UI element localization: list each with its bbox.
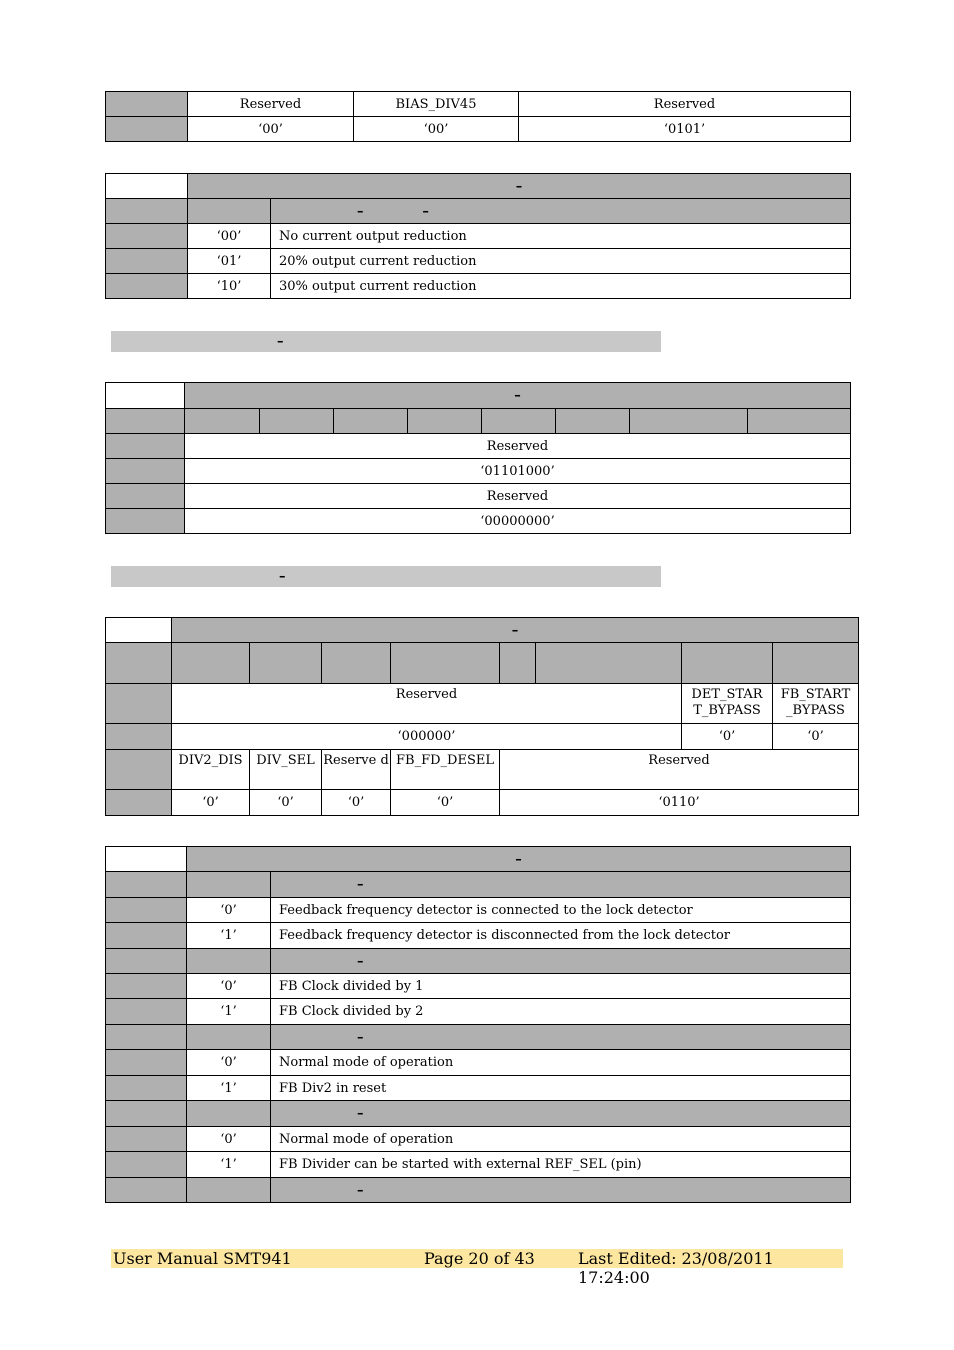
row-label-cell bbox=[106, 1101, 187, 1127]
default-value: ‘0’ bbox=[250, 790, 322, 816]
row-label-cell bbox=[106, 484, 185, 509]
group-value-cell bbox=[187, 1101, 271, 1127]
field-reserved: Reserved bbox=[500, 750, 859, 790]
field-det-start-bypass: DET_STAR T_BYPASS bbox=[682, 684, 773, 724]
bit-header bbox=[408, 409, 482, 434]
bit-header bbox=[748, 409, 851, 434]
option-desc: FB Clock divided by 2 bbox=[271, 999, 851, 1025]
row-label-cell bbox=[106, 92, 188, 117]
row-label-cell bbox=[106, 224, 188, 249]
row-label-cell bbox=[106, 1152, 187, 1178]
row-label-cell bbox=[106, 1178, 187, 1203]
bit-header bbox=[250, 643, 322, 684]
default-value: ‘0110’ bbox=[500, 790, 859, 816]
option-value: ‘0’ bbox=[187, 1050, 271, 1076]
corner-cell bbox=[106, 847, 187, 872]
register-table-d bbox=[105, 617, 859, 816]
section-mark: – bbox=[279, 569, 286, 584]
table-header: – bbox=[188, 174, 851, 199]
group-header: – bbox=[271, 872, 851, 898]
default-value: ‘00’ bbox=[354, 117, 519, 142]
footer-document-title: User Manual SMT941 bbox=[113, 1249, 292, 1268]
field-reserved-1: Reserved bbox=[188, 92, 354, 117]
bit-header bbox=[172, 643, 250, 684]
option-desc: 20% output current reduction bbox=[271, 249, 851, 274]
register-table-a bbox=[105, 91, 851, 142]
group-value-cell bbox=[187, 949, 271, 974]
row-label-cell bbox=[106, 684, 172, 724]
option-desc: 30% output current reduction bbox=[271, 274, 851, 299]
footer-last-edited: Last Edited: 23/08/2011 17:24:00 bbox=[578, 1249, 774, 1287]
default-value: ‘0’ bbox=[322, 790, 391, 816]
row-label-cell bbox=[106, 750, 172, 790]
default-value: ‘00’ bbox=[188, 117, 354, 142]
page-footer bbox=[111, 1249, 843, 1287]
row-label-cell bbox=[106, 949, 187, 974]
bit-header bbox=[500, 643, 536, 684]
field-fb-start-bypass: FB_START _BYPASS bbox=[773, 684, 859, 724]
group-value-cell bbox=[187, 1025, 271, 1050]
default-value: ‘0’ bbox=[773, 724, 859, 750]
option-value: ‘1’ bbox=[187, 1152, 271, 1178]
field-reserved: Reserved bbox=[172, 684, 682, 724]
bit-header bbox=[682, 643, 773, 684]
row-label-cell bbox=[106, 790, 172, 816]
section-heading-bar-2 bbox=[111, 566, 661, 587]
row-label-cell bbox=[106, 199, 188, 224]
corner-cell bbox=[106, 383, 185, 409]
table-header: – bbox=[172, 618, 859, 643]
row-label-cell bbox=[106, 1076, 187, 1101]
default-value: ‘000000’ bbox=[172, 724, 682, 750]
row-label-cell bbox=[106, 724, 172, 750]
register-table-b bbox=[105, 173, 851, 299]
option-value: ‘1’ bbox=[187, 1076, 271, 1101]
row-label-cell bbox=[106, 1025, 187, 1050]
option-value: ‘0’ bbox=[187, 974, 271, 999]
default-value: ‘0’ bbox=[391, 790, 500, 816]
group-header: – bbox=[271, 1178, 851, 1203]
group-header: – bbox=[271, 949, 851, 974]
corner-cell bbox=[106, 618, 172, 643]
bit-header bbox=[556, 409, 630, 434]
default-value: ‘0’ bbox=[172, 790, 250, 816]
default-value: ‘00000000’ bbox=[185, 509, 851, 534]
row-label-cell bbox=[106, 923, 187, 949]
field-reserved: Reserved bbox=[185, 484, 851, 509]
row-label-cell bbox=[106, 509, 185, 534]
option-desc: Normal mode of operation bbox=[271, 1127, 851, 1152]
option-desc: Feedback frequency detector is connected to the lock detector bbox=[271, 898, 851, 923]
option-desc: FB Divider can be started with external REF_SEL (pin) bbox=[271, 1152, 851, 1178]
option-desc: FB Div2 in reset bbox=[271, 1076, 851, 1101]
row-label-cell bbox=[106, 872, 187, 898]
row-label-cell bbox=[106, 459, 185, 484]
section-mark: – bbox=[277, 334, 284, 349]
row-label-cell bbox=[106, 898, 187, 923]
group-header: – bbox=[271, 1101, 851, 1127]
bit-header bbox=[773, 643, 859, 684]
field-reserved: Reserve d bbox=[322, 750, 391, 790]
bit-header bbox=[334, 409, 408, 434]
option-desc: Feedback frequency detector is disconnected from the lock detector bbox=[271, 923, 851, 949]
default-value: ‘0’ bbox=[682, 724, 773, 750]
row-label-cell bbox=[106, 1050, 187, 1076]
group-value-cell bbox=[187, 872, 271, 898]
field-fb-fd-desel: FB_FD_DESEL bbox=[391, 750, 500, 790]
option-value: ‘01’ bbox=[188, 249, 271, 274]
bit-header bbox=[482, 409, 556, 434]
subheader-desc-cell: – – bbox=[271, 199, 851, 224]
option-value: ‘00’ bbox=[188, 224, 271, 249]
row-label-cell bbox=[106, 643, 172, 684]
row-label-cell bbox=[106, 274, 188, 299]
option-value: ‘0’ bbox=[187, 898, 271, 923]
default-value: ‘0101’ bbox=[519, 117, 851, 142]
group-header: – bbox=[271, 1025, 851, 1050]
bit-header bbox=[185, 409, 260, 434]
option-value: ‘0’ bbox=[187, 1127, 271, 1152]
option-desc: No current output reduction bbox=[271, 224, 851, 249]
row-label-cell bbox=[106, 409, 185, 434]
bit-header bbox=[536, 643, 682, 684]
row-label-cell bbox=[106, 117, 188, 142]
default-value: ‘01101000’ bbox=[185, 459, 851, 484]
row-label-cell bbox=[106, 1127, 187, 1152]
row-label-cell bbox=[106, 249, 188, 274]
field-div2-dis: DIV2_DIS bbox=[172, 750, 250, 790]
register-table-c bbox=[105, 382, 851, 534]
field-reserved-2: Reserved bbox=[519, 92, 851, 117]
option-value: ‘10’ bbox=[188, 274, 271, 299]
option-value: ‘1’ bbox=[187, 999, 271, 1025]
bit-header bbox=[322, 643, 391, 684]
section-heading-bar-1 bbox=[111, 331, 661, 352]
subheader-value-cell bbox=[188, 199, 271, 224]
option-desc: Normal mode of operation bbox=[271, 1050, 851, 1076]
table-header: – bbox=[187, 847, 851, 872]
table-header: – bbox=[185, 383, 851, 409]
row-label-cell bbox=[106, 434, 185, 459]
option-desc: FB Clock divided by 1 bbox=[271, 974, 851, 999]
group-value-cell bbox=[187, 1178, 271, 1203]
footer-page-number: Page 20 of 43 bbox=[424, 1249, 535, 1268]
row-label-cell bbox=[106, 999, 187, 1025]
field-bias-div45: BIAS_DIV45 bbox=[354, 92, 519, 117]
option-value: ‘1’ bbox=[187, 923, 271, 949]
bit-header bbox=[260, 409, 334, 434]
field-reserved: Reserved bbox=[185, 434, 851, 459]
bit-header bbox=[391, 643, 500, 684]
field-div-sel: DIV_SEL bbox=[250, 750, 322, 790]
bit-header bbox=[630, 409, 748, 434]
corner-cell bbox=[106, 174, 188, 199]
row-label-cell bbox=[106, 974, 187, 999]
register-table-e bbox=[105, 846, 851, 1203]
